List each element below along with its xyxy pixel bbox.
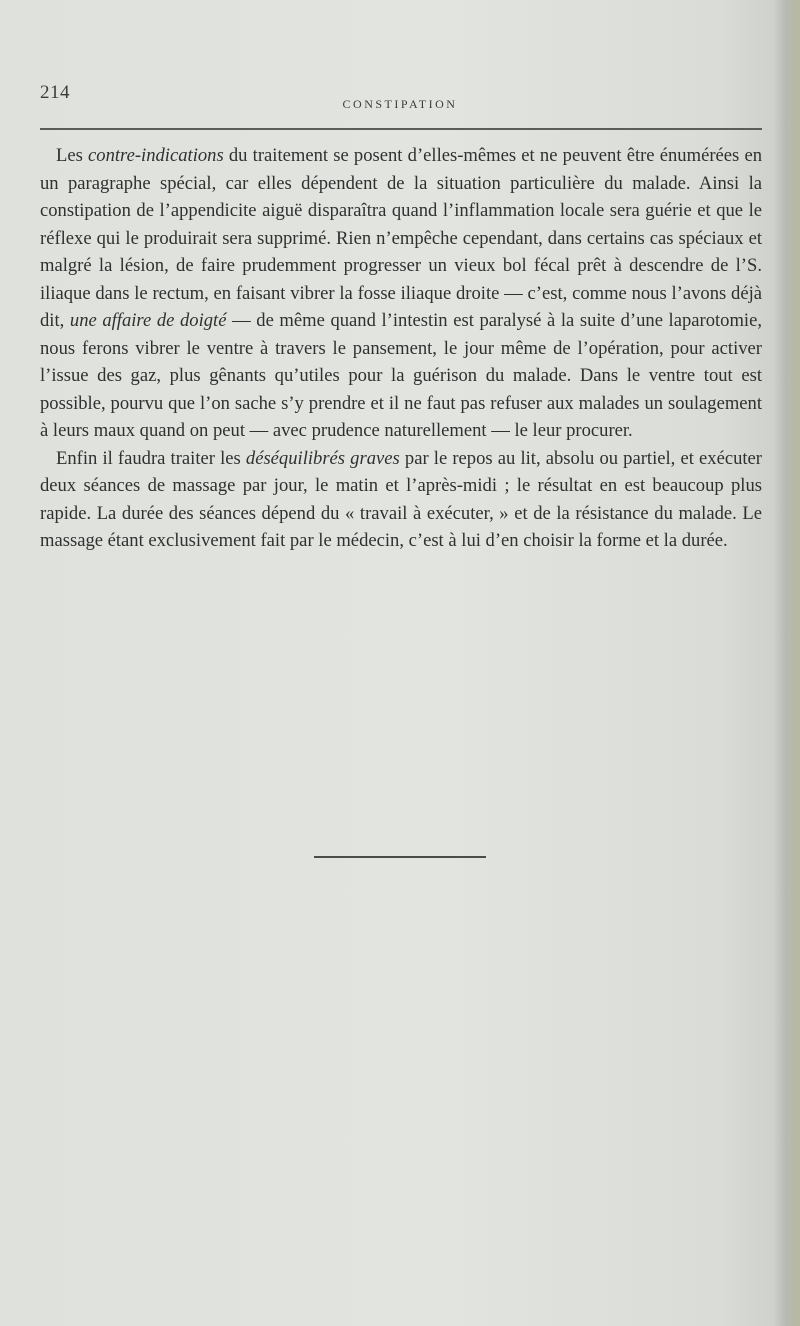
p2-text-b: par le repos au lit, absolu ou partiel, et exécuter deux séances de massage par jour, le matin et l’après-midi ; le résultat en est beaucoup plus rapide. La durée des séances dépend du « travail à exécuter, » et de la résistance du malade. Le massage étant exclusivement fait par le médecin, c’est à lui d’en choisir la forme et la durée. xyxy=(40,447,762,551)
p1-italic-affaire-de-doigte: une affaire de doigté xyxy=(69,310,227,331)
page-number: 214 xyxy=(40,82,70,103)
p1-text-b: du traitement se posent d’elles-mêmes et ne peuvent être énumérées en un paragraphe spécial, car elles dépendent de la situation particulière du malade. Ainsi la constipation de l’appendicite aiguë disparaîtra quand l’inflammation locale sera guérie et que le réflexe qui le produirait sera supprimé. Rien n’empêche cependant, dans certains cas spéciaux et malgré la lésion, de faire prudemment progresser un vieux bol fécal prêt à descendre de l’S. iliaque dans le rectum, en faisant vibrer la fosse iliaque droite — c’est, comme nous l’avons déjà dit, xyxy=(40,145,762,331)
paragraph-desequilibres xyxy=(40,445,762,555)
p1-italic-contre-indications: contre-indications xyxy=(88,145,224,166)
p1-text-c: — de même quand l’intestin est paralysé à la suite d’une laparotomie, nous ferons vibrer le ventre à travers le pansement, le jour même de l’opération, pour activer l’issue des gaz, plus gênants qu’utiles pour la guérison du malade. Dans le ventre tout est possible, pourvu que l’on sache s’y prendre et il ne faut pas refuser aux malades un soulagement à leurs maux quand on peut — avec prudence naturellement — le leur procurer. xyxy=(40,310,762,441)
p2-text-a: Enfin il faudra traiter les xyxy=(56,447,246,469)
body-text xyxy=(40,142,762,555)
p1-text-a: Les xyxy=(56,145,89,166)
page-edge-shadow xyxy=(774,0,800,1326)
paragraph-contre-indications xyxy=(40,142,762,445)
header-rule xyxy=(40,128,762,130)
p2-italic-desequilibres-graves: déséquilibrés graves xyxy=(245,447,400,469)
section-end-rule xyxy=(314,856,486,858)
running-head: CONSTIPATION xyxy=(342,97,458,111)
page-header xyxy=(40,82,760,112)
